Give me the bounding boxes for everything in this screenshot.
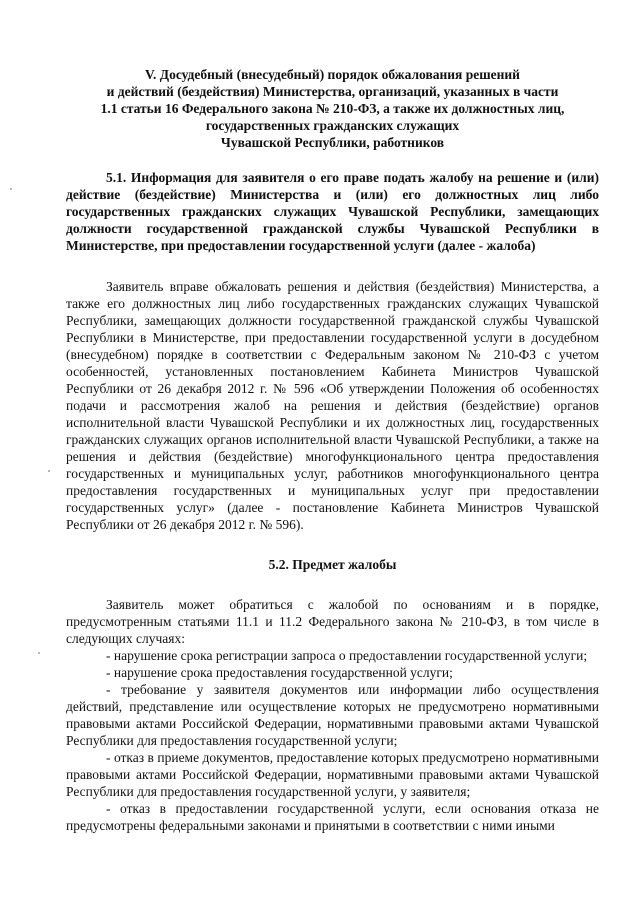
list-item: - требование у заявителя документов или информации либо осуществления действий, представление или осуществление которых не предусмотрено нормативными правовыми актами Российской Федерации, нормативными правовыми актами Чувашской Республики для предоставления государственной услуги; [66, 682, 599, 748]
chapter-heading-line-4: государственных гражданских служащих [205, 118, 460, 133]
list-item: - нарушение срока предоставления государственной услуги; [106, 665, 453, 680]
grounds-list [66, 647, 599, 834]
list-item: - нарушение срока регистрации запроса о предоставлении государственной услуги; [106, 648, 588, 663]
paragraph-5-1: Заявитель вправе обжаловать решения и действия (бездействия) Министерства, а также его должностных лиц либо государственных гражданских служащих Чувашской Республики, замещающих должности государственной гражданской службы Чувашской Республики в Министерстве, при предоставлении государственной услуги в досудебном (внесудебном) порядке в соответствии с Федеральным законом № 210-ФЗ с учетом особенностей, установленных постановлением Кабинета Министров Чувашской Республики от 26 декабря 2012 г. № 596 «Об утверждении Положения об особенностях подачи и рассмотрения жалоб на решения и действия (бездействие) органов исполнительной власти Чувашской Республики и их должностных лиц, государственных гражданских служащих органов исполнительной власти Чувашской Республики, а также на решения и действия (бездействие) многофункционального центра предоставления государственных и муниципальных услуг, работников многофункционального центра предоставления государственных и муниципальных услуг при предоставлении государственных услуг» (далее - постановление Кабинета Министров Чувашской Республики от 26 декабря 2012 г. № 596). [66, 279, 599, 532]
paragraph-5-2-intro: Заявитель может обратиться с жалобой по основаниям и в порядке, предусмотренным статьями 11.1 и 11.2 Федерального закона № 210-ФЗ, в том числе в следующих случаях: [66, 597, 599, 646]
chapter-heading-line-2: и действий (бездействия) Министерства, организаций, указанных в части [106, 84, 559, 99]
subsection-5-1-heading: 5.1. Информация для заявителя о его праве подать жалобу на решение и (или) действие (бездействие) Министерства и (или) его должностных лиц либо государственных гражданских служащих Чувашской Республики, замещающих должности государственной гражданской службы Чувашской Республики в Министерстве, при предоставлении государственной услуги (далее - жалоба) [66, 170, 599, 253]
chapter-heading [66, 66, 599, 151]
document-page [66, 66, 599, 834]
scan-speck [48, 470, 50, 472]
chapter-heading-line-1: V. Досудебный (внесудебный) порядок обжалования решений [145, 67, 520, 82]
section-5-2-title: 5.2. Предмет жалобы [268, 557, 397, 572]
chapter-heading-line-5: Чувашской Республики, работников [220, 135, 445, 150]
list-item: - отказ в предоставлении государственной услуги, если основания отказа не предусмотрены федеральными законами и принятыми в соответствии с ними иными [66, 801, 599, 833]
chapter-heading-line-3: 1.1 статьи 16 Федерального закона № 210-ФЗ, а также их должностных лиц, [100, 101, 565, 116]
scan-speck [38, 652, 40, 654]
scan-speck [10, 188, 12, 190]
list-item: - отказ в приеме документов, предоставление которых предусмотрено нормативными правовыми актами Российской Федерации, нормативными правовыми актами Чувашской Республики для предоставления государственной услуги, у заявителя; [66, 750, 599, 799]
